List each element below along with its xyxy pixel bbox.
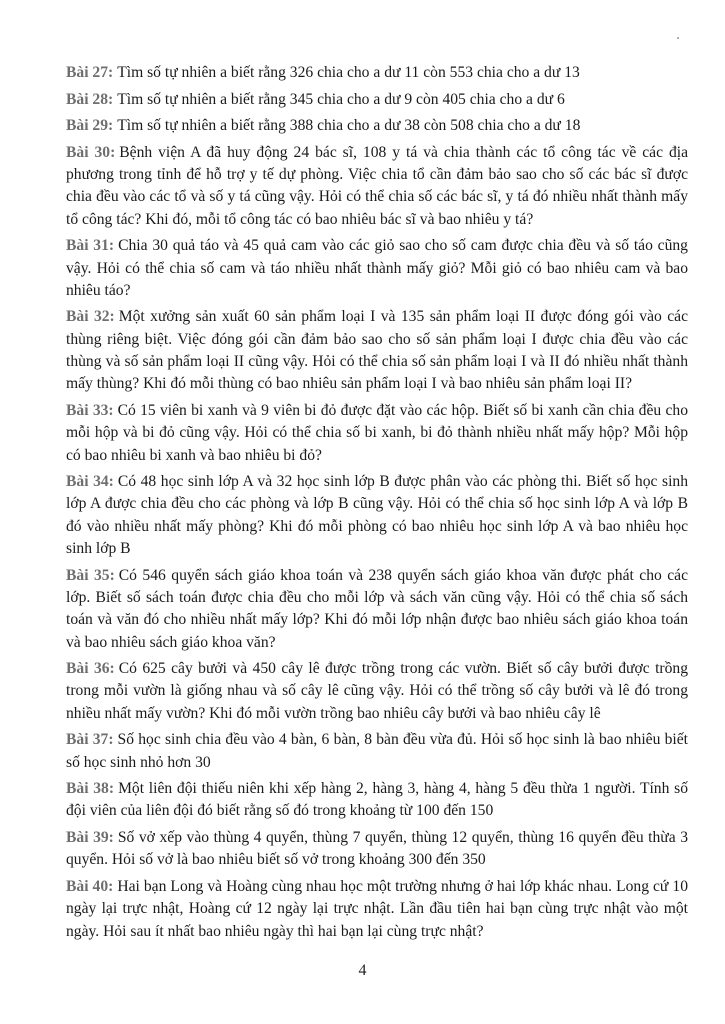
problem-label: Bài 28: (66, 90, 114, 108)
problem-text: Tìm số tự nhiên a biết rằng 326 chia cho a dư 11 còn 553 chia cho a dư 13 (117, 64, 580, 81)
problem-36 (66, 658, 688, 725)
problem-label: Bài 32: (66, 308, 115, 326)
problem-label: Bài 30: (66, 143, 116, 161)
document-page (66, 62, 688, 947)
problem-text: Tìm số tự nhiên a biết rằng 345 chia cho a dư 9 còn 405 chia cho a dư 6 (117, 90, 565, 108)
problem-text: Bệnh viện A đã huy động 24 bác sĩ, 108 y tá và chia thành các tổ công tác về các địa phương trong tỉnh để hỗ trợ y tế dự phòng. Việc chia tổ cần đảm bảo sao cho số các bác sĩ được chia đều vào các tổ và số y tá cũng vậy. Hỏi có thể chia số các bác sĩ, y tá đó nhiều nhất thành mấy tổ công tác? Khi đó, mỗi tổ công tác có bao nhiêu bác sĩ và bao nhiêu y tá? (66, 143, 688, 228)
problem-text: Hai bạn Long và Hoàng cùng nhau học một trường nhưng ở hai lớp khác nhau. Long cứ 10 ngày lại trực nhật, Hoàng cứ 12 ngày lại trực nhật. Lần đầu tiên hai bạn cùng trực nhật vào một ngày. Hỏi sau ít nhất bao nhiêu ngày thì hai bạn lại cùng trực nhật? (66, 877, 688, 940)
problem-text: Một xưởng sản xuất 60 sản phẩm loại I và 135 sản phẩm loại II được đóng gói vào các thùng riêng biệt. Việc đóng gói cần đảm bảo sao cho số sản phẩm loại I được chia đều vào các thùng và số sản phẩm loại II cũng vậy. Hỏi có thể chia số sản phẩm loại I và II đó nhiều nhất thành mấy thùng? Khi đó mỗi thùng có bao nhiêu sản phẩm loại I và bao nhiêu sản phẩm loại II? (66, 308, 688, 393)
problem-31 (66, 235, 688, 302)
problem-33 (66, 400, 688, 467)
problem-text: Tìm số tự nhiên a biết rằng 388 chia cho a dư 38 còn 508 chia cho a dư 18 (117, 117, 581, 135)
problem-37 (66, 729, 688, 774)
problem-text: Số học sinh chia đều vào 4 bàn, 6 bàn, 8 bàn đều vừa đủ. Hỏi số học sinh là bao nhiêu biết số học sinh nhỏ hơn 30 (66, 731, 688, 771)
problem-label: Bài 29: (66, 117, 114, 135)
problem-40 (66, 876, 688, 943)
problem-34 (66, 471, 688, 560)
problem-text: Có 625 cây bưởi và 450 cây lê được trồng trong các vườn. Biết số cây bưởi được trồng trong mỗi vườn là giống nhau và số cây lê cũng vậy. Hỏi có thể trồng số cây bưởi và lê đó trong nhiều nhất mấy vườn? Khi đó mỗi vườn trồng bao nhiêu cây bưởi và bao nhiêu cây lê (66, 660, 688, 722)
problem-text: Một liên đội thiếu niên khi xếp hàng 2, hàng 3, hàng 4, hàng 5 đều thừa 1 người. Tính số đội viên của liên đội đó biết rằng số đó trong khoảng từ 100 đến 150 (66, 780, 689, 820)
problem-text: Chia 30 quả táo và 45 quả cam vào các giỏ sao cho số cam được chia đều và số táo cũng vậy. Hỏi có thể chia số cam và táo nhiều nhất thành mấy giỏ? Mỗi giỏ có bao nhiêu cam và bao nhiêu táo? (66, 237, 688, 299)
problem-35 (66, 565, 688, 654)
problem-29 (66, 115, 688, 137)
problem-label: Bài 27: (66, 64, 114, 81)
problem-label: Bài 33: (66, 401, 114, 419)
scan-speck (677, 37, 679, 39)
problem-39 (66, 827, 688, 872)
problem-38 (66, 778, 688, 823)
page-number: 4 (358, 962, 367, 979)
problem-label: Bài 31: (66, 237, 115, 255)
problem-text: Có 48 học sinh lớp A và 32 học sinh lớp B được phân vào các phòng thi. Biết số học sinh lớp A được chia đều cho các phòng và lớp B cũng vậy. Hỏi có thể chia số học sinh lớp A và lớp B đó vào nhiều nhất mấy phòng? Khi đó mỗi phòng có bao nhiêu học sinh lớp A và bao nhiêu học sinh lớp B (66, 473, 688, 558)
problem-text: Có 15 viên bi xanh và 9 viên bi đỏ được đặt vào các hộp. Biết số bi xanh cần chia đều cho mỗi hộp và bi đỏ cũng vậy. Hỏi có thể chia số bi xanh, bi đỏ thành nhiều nhất mấy hộp? Mỗi hộp có bao nhiêu bi xanh và bao nhiêu bi đỏ? (66, 401, 688, 464)
problem-28 (66, 89, 688, 111)
problem-32 (66, 306, 688, 395)
problem-label: Bài 35: (66, 566, 115, 584)
problem-label: Bài 38: (66, 780, 115, 798)
problem-label: Bài 39: (66, 829, 114, 847)
problem-label: Bài 36: (66, 660, 115, 678)
problem-label: Bài 37: (66, 731, 114, 749)
problem-30 (66, 142, 688, 231)
problem-text: Số vở xếp vào thùng 4 quyển, thùng 7 quyển, thùng 12 quyển, thùng 16 quyển đều thừa 3 quyển. Hỏi số vở là bao nhiêu biết số vở trong khoảng 300 đến 350 (66, 829, 688, 869)
problem-27 (66, 62, 688, 84)
problem-label: Bài 34: (66, 473, 114, 491)
problem-text: Có 546 quyển sách giáo khoa toán và 238 quyển sách giáo khoa văn được phát cho các lớp. Biết số sách toán được chia đều cho mỗi lớp và sách văn cũng vậy. Hỏi có thể chia số sách toán và văn đó cho nhiều nhất mấy lớp? Khi đó mỗi lớp nhận được bao nhiêu sách giáo khoa toán và bao nhiêu sách giáo khoa văn? (66, 566, 689, 651)
problem-label: Bài 40: (66, 877, 114, 895)
